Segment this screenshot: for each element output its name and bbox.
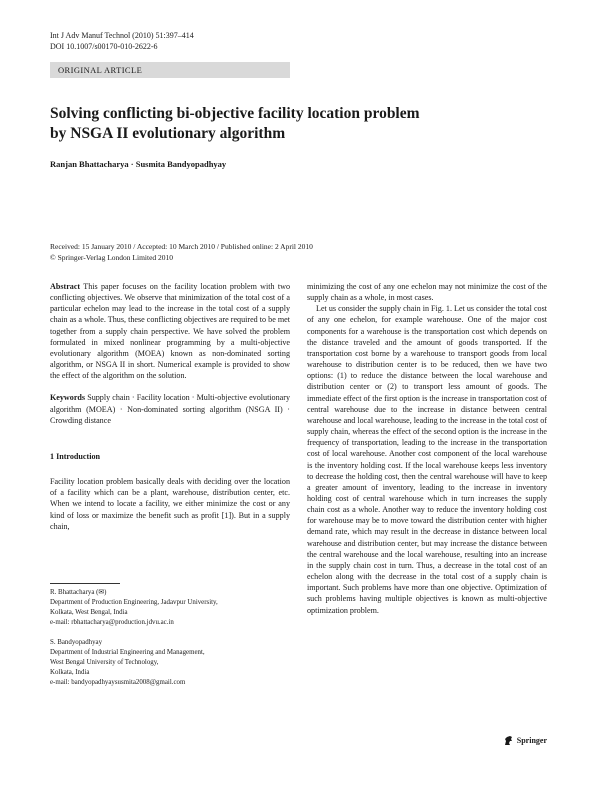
title-line-2: by NSGA II evolutionary algorithm (50, 125, 286, 142)
right-text-a: Let us consider the supply chain in Fig. (316, 304, 446, 314)
article-type-banner (50, 62, 290, 78)
right-column (307, 281, 547, 616)
fn2-name: S. Bandyopadhyay (50, 639, 103, 646)
reference-link-1[interactable]: 1 (224, 510, 229, 520)
fn2-dept: Department of Industrial Engineering and Management, (50, 649, 205, 656)
authors: Ranjan Bhattacharya · Susmita Bandyopadhyay (50, 159, 227, 169)
right-paragraph-1: minimizing the cost of any one echelon may not minimize the cost of the supply chain as a whole, in most cases. (307, 282, 547, 303)
footnote-divider (50, 583, 120, 584)
springer-horse-icon (503, 735, 514, 746)
author-footnote-1 (50, 588, 295, 628)
fn1-name: R. Bhattacharya (✉) (50, 589, 107, 596)
doi: DOI 10.1007/s00170-010-2622-6 (50, 42, 158, 51)
fn2-city: Kolkata, India (50, 669, 90, 676)
article-type-label: ORIGINAL ARTICLE (58, 65, 143, 75)
intro-paragraph-1 (50, 476, 290, 532)
fn1-email[interactable]: e-mail: rbhattacharya@production.jdvu.ac.in (50, 619, 174, 626)
author-footnote-2 (50, 638, 295, 688)
right-paragraph-2 (307, 303, 547, 615)
copyright-line: © Springer-Verlag London Limited 2010 (50, 253, 174, 262)
fn2-email[interactable]: e-mail: bandyopadhyaysusmita2008@gmail.com (50, 679, 186, 686)
fn2-univ: West Bengal University of Technology, (50, 659, 159, 666)
section-heading-introduction: 1 Introduction (50, 451, 100, 461)
right-text-b: . Let us consider the total cost of any one echelon, for example warehouse. One of the major cost components for a warehouse is the transportation cost which depends on the distance traveled and the amount of goods transported. If the transportation cost borne by a warehouse to transport goods from local warehouse to distribution center is to be reduced, then we have two options: (1) to reduce the distance between the local warehouse and distribution center or (2) to transport less amount of goods. The immediate effect of the first option is the increase in transportation cost of central warehouse due to the increase in distance between central warehouse and local warehouse, leading to the increase in the total cost of supply chain, whereas the effect of the second option is the increase in the frequency of transportation, leading to the increase in the transportation cost of local warehouse. Another cost component of the local warehouse is the inventory holding cost. If the local warehouse keeps less inventory to decrease the holding cost, then the central warehouse will have to keep a greater amount of inventory, leading to the increase in inventory holding cost of central warehouse which in turn increases the supply chain cost as a whole. Another way to reduce the inventory holding cost for warehouse may be to move toward the distribution center with higher demand rate, which may result in the decrease in distance between local warehouse and distribution center, but may increase the distance between the central warehouse and the local warehouse, resulting into an increase in the supply chain cost in turn. Thus, a decrease in the total cost of an echelon along with the decrease in the total cost of a supply chain is important. Such problems have more than one objective. Optimization of such problems having multiple objectives is known as multi-objective optimization problem. (307, 304, 547, 615)
abstract-label: Abstract (50, 282, 81, 291)
publisher-logo (503, 735, 547, 746)
figure-link-1[interactable]: 1 (445, 304, 450, 314)
keywords (50, 392, 290, 425)
left-column (50, 281, 290, 532)
keywords-label: Keywords (50, 393, 86, 403)
keywords-text: Supply chain · Facility location · Multi-objective evolutionary algorithm (MOEA) · Non-dominated sorting algorithm (NSGA II) · Crowding distance (50, 393, 290, 425)
journal-header (50, 30, 194, 52)
fn1-dept: Department of Production Engineering, Jadavpur University, (50, 599, 218, 606)
abstract-text: This paper focuses on the facility location problem with two conflicting objectives. We observe that minimization of the total cost of a particular echelon may lead to the increase in the total cost of a supply chain as a whole. Thus, these conflicting objectives are required to be met together from a supply chain perspective. We have solved the problem formulated in mixed nonlinear programming by a multi-objective evolutionary algorithm (MOEA) known as non-dominated sorting algorithm, or NSGA II in short. Numerical example is provided to show the effect of the algorithm on the solution. (50, 282, 290, 381)
dates-line: Received: 15 January 2010 / Accepted: 10 March 2010 / Published online: 2 April 2010 (50, 242, 313, 251)
publication-dates (50, 241, 530, 263)
abstract (50, 281, 290, 381)
paper-title (50, 104, 530, 144)
journal-citation: Int J Adv Manuf Technol (2010) 51:397–414 (50, 31, 194, 40)
title-line-1: Solving conflicting bi-objective facility location problem (50, 105, 420, 122)
intro-text-b: ]). But in a supply chain, (50, 510, 290, 531)
publisher-name: Springer (516, 736, 547, 745)
intro-text-a: Facility location problem basically deals with deciding over the location of a facility which can be a plant, warehouse, distribution center, etc. When we intend to locate a facility, we either minimize the cost or any kind of loss or maximize the benefit such as profit [ (50, 477, 290, 520)
fn1-city: Kolkata, West Bengal, India (50, 609, 128, 616)
